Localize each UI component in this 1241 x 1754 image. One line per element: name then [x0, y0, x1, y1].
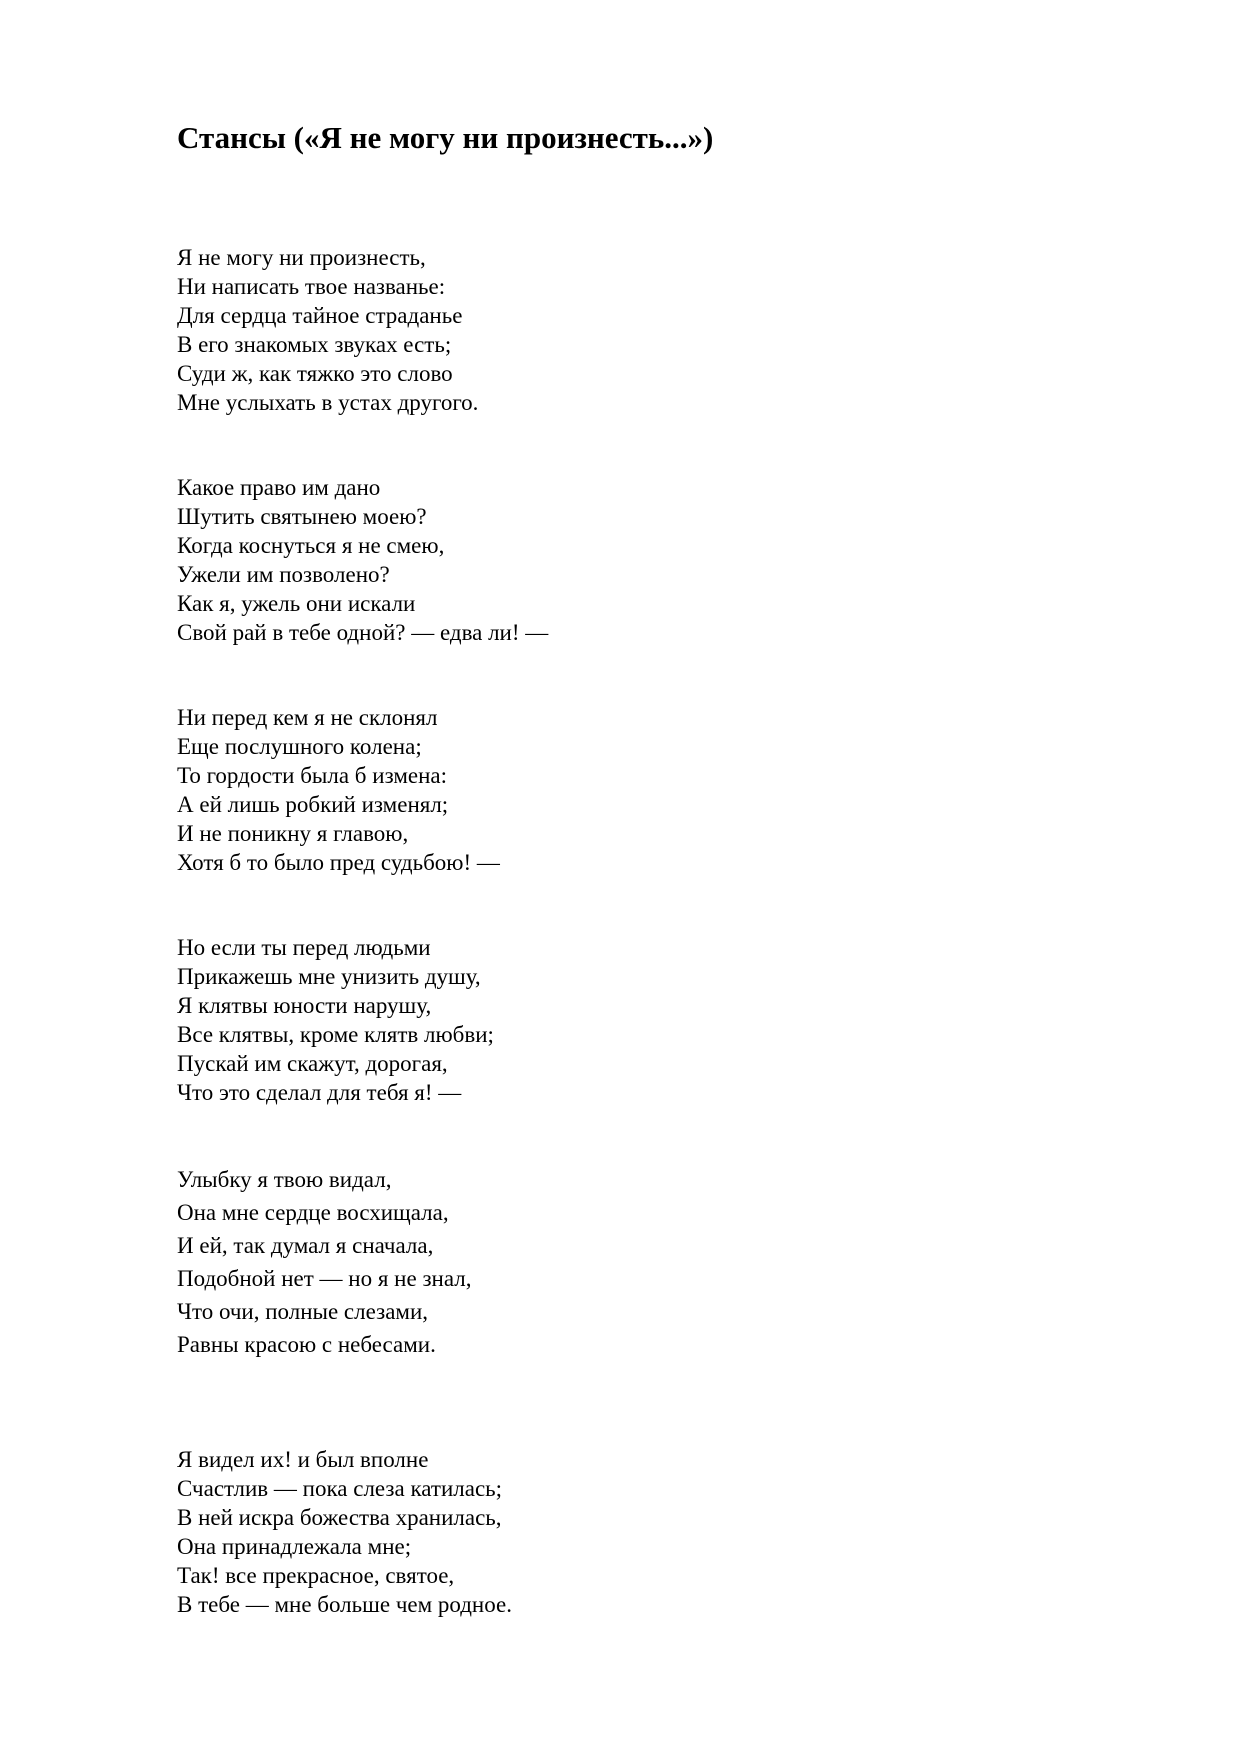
- verse-line: Пускай им скажут, дорогая,: [177, 1051, 448, 1076]
- verse-line: В его знакомых звуках есть;: [177, 332, 452, 357]
- verse-line: Она принадлежала мне;: [177, 1534, 412, 1559]
- verse-line: Ужели им позволено?: [177, 562, 390, 587]
- verse-line: А ей лишь робкий изменял;: [177, 792, 449, 817]
- verse-line: Все клятвы, кроме клятв любви;: [177, 1022, 494, 1047]
- verse-line: Шутить святынею моею?: [177, 504, 427, 529]
- verse-line: Я видел их! и был вполне: [177, 1447, 429, 1472]
- verse-line: Как я, ужель они искали: [177, 591, 416, 616]
- verse-line: Еще послушного колена;: [177, 734, 422, 759]
- stanza: [177, 1163, 471, 1361]
- verse-line: Суди ж, как тяжко это слово: [177, 361, 453, 386]
- verse-line: И ей, так думал я сначала,: [177, 1233, 434, 1258]
- verse-line: Ни перед кем я не склонял: [177, 705, 438, 730]
- verse-line: Мне услыхать в устах другого.: [177, 390, 479, 415]
- verse-line: Что это сделал для тебя я! —: [177, 1080, 462, 1105]
- verse-line: Равны красою с небесами.: [177, 1332, 436, 1357]
- verse-line: Я клятвы юности нарушу,: [177, 993, 432, 1018]
- verse-line: Она мне сердце восхищала,: [177, 1200, 449, 1225]
- page-title: Стансы («Я не могу ни произнесть...»): [177, 120, 714, 155]
- verse-line: Улыбку я твою видал,: [177, 1167, 392, 1192]
- verse-line: Что очи, полные слезами,: [177, 1299, 429, 1324]
- stanza: [177, 473, 548, 647]
- verse-line: Счастлив — пока слеза катилась;: [177, 1476, 503, 1501]
- verse-line: Ни написать твое названье:: [177, 274, 446, 299]
- verse-line: То гордости была б измена:: [177, 763, 448, 788]
- verse-line: Прикажешь мне унизить душу,: [177, 964, 481, 989]
- verse-line: В ней искра божества хранилась,: [177, 1505, 502, 1530]
- verse-line: И не поникну я главою,: [177, 821, 409, 846]
- verse-line: Какое право им дано: [177, 475, 381, 500]
- stanza: [177, 933, 494, 1107]
- verse-line: Свой рай в тебе одной? — едва ли! —: [177, 620, 549, 645]
- stanza: [177, 703, 500, 877]
- verse-line: Но если ты перед людьми: [177, 935, 431, 960]
- stanza: [177, 1445, 512, 1619]
- verse-line: Для сердца тайное страданье: [177, 303, 463, 328]
- stanza: [177, 243, 478, 417]
- verse-line: В тебе — мне больше чем родное.: [177, 1592, 512, 1617]
- verse-line: Я не могу ни произнесть,: [177, 245, 426, 270]
- verse-line: Подобной нет — но я не знал,: [177, 1266, 472, 1291]
- verse-line: Так! все прекрасное, святое,: [177, 1563, 455, 1588]
- verse-line: Хотя б то было пред судьбою! —: [177, 850, 500, 875]
- verse-line: Когда коснуться я не смею,: [177, 533, 445, 558]
